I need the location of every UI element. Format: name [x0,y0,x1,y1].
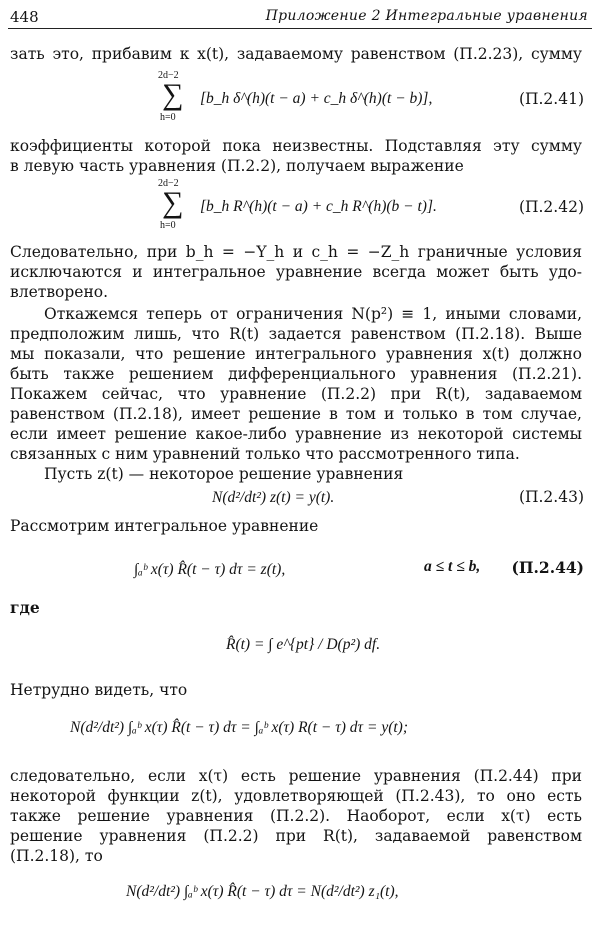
equation-2-43: N(d²/dt²) z(t) = y(t). [212,489,335,506]
equation-label: (П.2.44) [511,558,584,577]
text-line: Откажемся теперь от ограничения N(p²) ≡ 1, иными словами, [44,305,582,323]
equation-2-42 [148,178,438,234]
equation-label: (П.2.42) [518,198,584,216]
text-line: коэффициенты которой пока неизвестны. Подставляя эту сумму [10,137,582,155]
equation-rhat: R̂(t) = ∫ e^{pt} / D(p²) df. [226,636,381,653]
text-line: зать это, прибавим к x(t), задаваемому равенством (П.2.23), сумму [10,45,582,63]
equation-condition: a ≤ t ≤ b, [424,558,481,575]
text-line: также решение уравнения (П.2.2). Наоборот, если x(τ) есть [10,807,582,825]
sum-upper-limit: 2d−2 [158,178,179,189]
text-line: в левую часть уравнения (П.2.2), получаем выражение [10,157,464,175]
text-line: предположим лишь, что R(t) задается равенством (П.2.18). Выше [10,325,582,343]
sum-sign: ∑ [162,78,184,111]
text-line: Пусть z(t) — некоторое решение уравнения [44,465,404,483]
text-line: Следовательно, при b_h = −Y_h и c_h = −Z_h граничные условия [10,243,582,261]
sum-upper-limit: 2d−2 [158,70,179,81]
text-line: Нетрудно видеть, что [10,681,188,699]
text-line: мы показали, что решение интегрального уравнения x(t) должно [10,345,582,363]
text-line: если имеет решение какое-либо уравнение из некоторой системы [10,425,582,443]
text-line: решение уравнения (П.2.2) при R(t), задаваемой равенством [10,827,582,845]
text-line: следовательно, если x(τ) есть решение уравнения (П.2.44) при [10,767,582,785]
text-line: (П.2.18), то [10,847,103,865]
text-line: где [10,598,40,617]
text-line: связанных с ним уравнений только что рассмотренного типа. [10,445,520,463]
text-line: быть также решением дифференциального уравнения (П.2.21). [10,365,582,383]
equation-2-41 [148,70,438,126]
text-line: исключаются и интегральное уравнение всегда может быть удо- [10,263,582,281]
text-line: Рассмотрим интегральное уравнение [10,517,319,535]
equation-label: (П.2.41) [518,90,584,108]
text-line: Покажем сейчас, что уравнение (П.2.2) при R(t), задаваемом [10,385,582,403]
text-line: равенством (П.2.18), имеет решение в том и только в том случае, [10,405,582,423]
running-title: Приложение 2 Интегральные уравнения [265,8,588,24]
page-header [8,6,592,29]
page-number: 448 [10,8,39,26]
text-line: влетворено. [10,283,109,301]
text-line: некоторой функции z(t), удовлетворяющей (П.2.43), то оно есть [10,787,582,805]
equation-identity: N(d²/dt²) ∫ₐᵇ x(τ) R̂(t − τ) dτ = ∫ₐᵇ x(τ) R(t − τ) dτ = y(t); [70,719,408,736]
sum-lower-limit: h=0 [160,112,176,123]
equation-body: [b_h R^(h)(t − a) + c_h R^(h)(b − t)]. [200,198,437,215]
sum-sign: ∑ [162,186,184,219]
sum-lower-limit: h=0 [160,220,176,231]
equation-label: (П.2.43) [518,488,584,506]
equation-body: [b_h δ^(h)(t − a) + c_h δ^(h)(t − b)], [200,90,433,107]
equation-final: N(d²/dt²) ∫ₐᵇ x(τ) R̂(t − τ) dτ = N(d²/dt²) z₁(t), [126,883,399,900]
equation-2-44: ∫ₐᵇ x(τ) R̂(t − τ) dτ = z(t), [134,561,286,578]
